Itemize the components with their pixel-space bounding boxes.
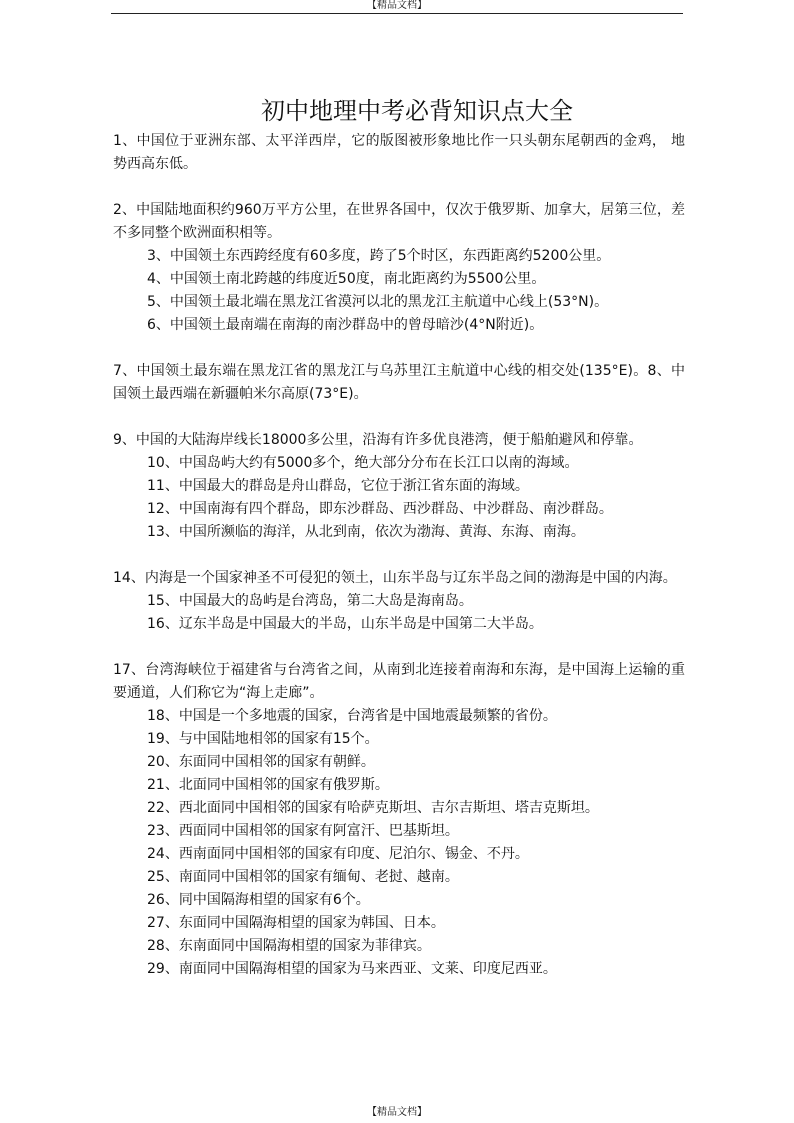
paragraph-gap [113,636,685,659]
paragraph-gap [113,406,685,429]
item-7: 7、中国领土最东端在黑龙江省的黑龙江与乌苏里江主航道中心线的相交处(135°E)。8、中国领土最西端在新疆帕米尔高原(73°E)。 [113,363,685,402]
item-1: 1、中国位于亚洲东部、太平洋西岸，它的版图被形象地比作一只头朝东尾朝西的金鸡， 地势西高东低。 [113,133,685,172]
page-footer: 【精品文档】 [367,1107,427,1118]
item-25: 25、南面同中国相邻的国家有缅甸、老挝、越南。 [147,869,459,885]
item-26: 26、同中国隔海相望的国家有6个。 [147,892,370,908]
item-5: 5、中国领土最北端在黑龙江省漠河以北的黑龙江主航道中心线上(53°N)。 [147,294,609,310]
item-12: 12、中国南海有四个群岛，即东沙群岛、西沙群岛、中沙群岛、南沙群岛。 [147,501,613,517]
item-24: 24、西南面同中国相邻的国家有印度、尼泊尔、锡金、不丹。 [147,846,529,862]
item-27: 27、东面同中国隔海相望的国家为韩国、日本。 [147,915,445,931]
item-16: 16、辽东半岛是中国最大的半岛，山东半岛是中国第二大半岛。 [147,616,543,632]
item-29: 29、南面同中国隔海相望的国家为马来西亚、文莱、印度尼西亚。 [147,961,557,977]
page-header: 【精品文档】 [367,0,427,11]
item-20: 20、东面同中国相邻的国家有朝鲜。 [147,754,375,770]
item-3: 3、中国领土东西跨经度有60多度，跨了5个时区，东西距离约5200公里。 [147,248,611,264]
item-4: 4、中国领土南北跨越的纬度近50度，南北距离约为5500公里。 [147,271,546,287]
item-13: 13、中国所濒临的海洋，从北到南，依次为渤海、黄海、东海、南海。 [147,524,585,540]
item-19: 19、与中国陆地相邻的国家有15个。 [147,731,379,747]
item-6: 6、中国领土最南端在南海的南沙群岛中的曾母暗沙(4°N附近)。 [147,317,544,333]
item-15: 15、中国最大的岛屿是台湾岛，第二大岛是海南岛。 [147,593,473,609]
item-21: 21、北面同中国相邻的国家有俄罗斯。 [147,777,389,793]
paragraph-gap [113,544,685,567]
item-23: 23、西面同中国相邻的国家有阿富汗、巴基斯坦。 [147,823,459,839]
paragraph-gap [113,176,685,199]
item-11: 11、中国最大的群岛是舟山群岛，它位于浙江省东面的海域。 [147,478,529,494]
item-18: 18、中国是一个多地震的国家，台湾省是中国地震最频繁的省份。 [147,708,557,724]
paragraph-gap [113,337,685,360]
item-2: 2、中国陆地面积约960万平方公里，在世界各国中，仅次于俄罗斯、加拿大，居第三位，差不多同整个欧洲面积相等。 [113,202,685,241]
item-17: 17、台湾海峡位于福建省与台湾省之间，从南到北连接着南海和东海，是中国海上运输的重要通道，人们称它为“海上走廊”。 [113,662,685,701]
item-14: 14、内海是一个国家神圣不可侵犯的领土，山东半岛与辽东半岛之间的渤海是中国的内海。 [113,570,677,586]
document-body [113,130,685,981]
item-28: 28、东南面同中国隔海相望的国家为菲律宾。 [147,938,431,954]
header-divider [111,13,683,14]
item-22: 22、西北面同中国相邻的国家有哈萨克斯坦、吉尔吉斯坦、塔吉克斯坦。 [147,800,599,816]
document-title: 初中地理中考必背知识点大全 [261,97,573,125]
item-9: 9、中国的大陆海岸线长18000多公里，沿海有许多优良港湾，便于船舶避风和停靠。 [113,432,643,448]
item-10: 10、中国岛屿大约有5000多个，绝大部分分布在长江口以南的海域。 [147,455,579,471]
